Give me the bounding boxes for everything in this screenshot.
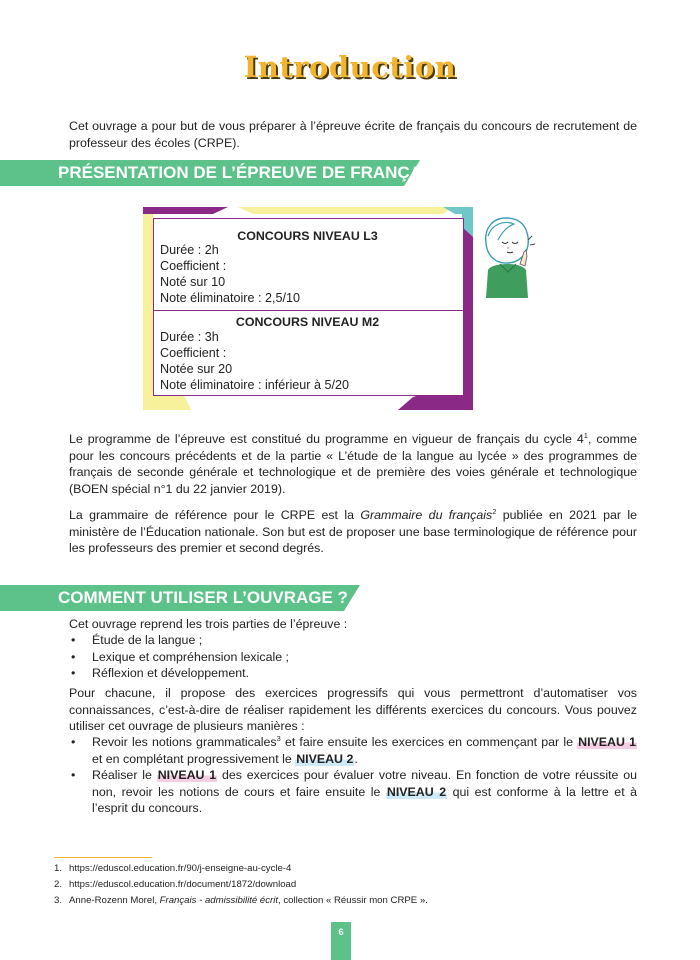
footnote-link[interactable]: https://eduscol.education.fr/90/j-enseigne-au-cycle-4 [69,863,292,874]
footnote-author: Anne-Rozenn Morel, [69,895,160,906]
bullet: • [71,768,76,782]
list-item [69,632,637,649]
page-number: 6 [331,922,351,960]
footnote-number: 3. [54,895,63,906]
l3-coefficient: Coefficient : [160,259,227,273]
l3-duree: Durée : 2h [160,243,219,257]
concours-separator [153,310,464,311]
footnote-3 [54,895,428,907]
section-band-presentation [0,160,439,186]
section-band-utiliser [0,585,360,611]
maniere1-text-b: et faire ensuite les exercices en commençant par le [280,735,578,749]
footnote-number: 1. [54,863,63,874]
grammaire-text-a: La grammaire de référence pour le CRPE est la [69,508,361,522]
footnote-book-title: Français - admissibilité écrit [159,895,279,906]
programme-text-b: , comme pour les concours précédents et de la partie « L’étude de la langue au lycée » des programmes de français de seconde générale et technologique et de première des voies générale et technologique (BOEN spécial n°1 du 22 janvier 2019). [69,432,638,496]
list-item [69,649,637,666]
footnote-link[interactable]: https://eduscol.education.fr/document/1872/download [69,879,297,890]
grammaire-title: Grammaire du français [360,508,493,522]
list-item [69,665,637,682]
footnote-2 [54,879,297,891]
l3-note: Noté sur 10 [160,275,226,289]
chacune-paragraph: Pour chacune, il propose des exercices progressifs qui vous permettront d’automatiser vos connaissances, c’est-à-dire de réaliser rapidement les différents exercices du concours. Vous pouvez utiliser cet ouvrage de plusieurs manières : [69,686,637,733]
bullet: • [71,735,76,749]
maniere1-text-a: Revoir les notions grammaticales [92,735,277,749]
maniere2-text-a: Réaliser le [92,768,157,782]
thinking-character-illustration [478,212,538,302]
parts-list [69,632,637,682]
footnote-ref-3[interactable]: 3 [276,733,281,743]
m2-eliminatoire: Note éliminatoire : inférieur à 5/20 [160,378,350,392]
part-etude: Étude de la langue ; [92,633,203,647]
part-lexique: Lexique et compréhension lexicale ; [92,649,289,664]
bullet: • [71,666,76,680]
page-title: Introduction [243,50,457,84]
programme-text-a: Le programme de l’épreuve est constitué du programme en vigueur de français du cycle 4 [69,432,584,446]
parts-intro: Cet ouvrage reprend les trois parties de l’épreuve : [69,617,348,631]
niveau-1-tag: NIVEAU 1 [578,735,636,749]
maniere1-text-c: et en complétant progressivement le [92,751,296,766]
footnote-ref-1[interactable]: 1 [583,430,588,440]
part-reflexion: Réflexion et développement. [92,666,250,680]
bullet: • [71,649,76,664]
footnote-collection: , collection « Réussir mon CRPE ». [278,895,428,906]
intro-paragraph: Cet ouvrage a pour but de vous préparer à l’épreuve écrite de français du concours de recrutement de professeur des écoles (CRPE). [69,119,637,150]
concours-l3-title: CONCOURS NIVEAU L3 [237,229,378,243]
bullet: • [71,633,76,647]
grammaire-paragraph [69,507,637,557]
m2-note: Notée sur 20 [160,362,233,376]
list-item [69,734,637,767]
footnote-1 [54,863,292,875]
list-item [69,767,637,817]
niveau-2-tag: NIVEAU 2 [386,784,447,799]
section-heading-utiliser: COMMENT UTILISER L’OUVRAGE ? [58,588,348,607]
section-heading-presentation: PRÉSENTATION DE L’ÉPREUVE DE FRANÇAIS [58,163,439,182]
niveau-2-tag: NIVEAU 2 [296,751,354,766]
manieres-list [69,734,637,817]
footnote-rule [54,857,152,858]
m2-duree: Durée : 3h [160,330,219,344]
footnote-number: 2. [54,879,63,890]
niveau-1-tag: NIVEAU 1 [157,768,217,782]
maniere2-text-b: des exercices pour évaluer votre niveau. En fonction de votre réussite ou non, revoir les notions de cours et faire ensuite le [92,768,637,799]
maniere1-text-d: . [354,751,358,766]
l3-eliminatoire: Note éliminatoire : 2,5/10 [160,291,301,305]
programme-paragraph [69,431,637,497]
concours-m2-title: CONCOURS NIVEAU M2 [235,315,380,329]
maniere2-text-c: qui est conforme à la lettre et à l’esprit du concours. [92,784,638,815]
grammaire-text-b: publiée en 2021 par le ministère de l’Éducation nationale. Son but est de proposer une base terminologique de référence pour les professeurs des premier et second degrés. [69,508,638,555]
m2-coefficient: Coefficient : [160,346,227,360]
footnote-ref-2[interactable]: 2 [492,506,497,516]
